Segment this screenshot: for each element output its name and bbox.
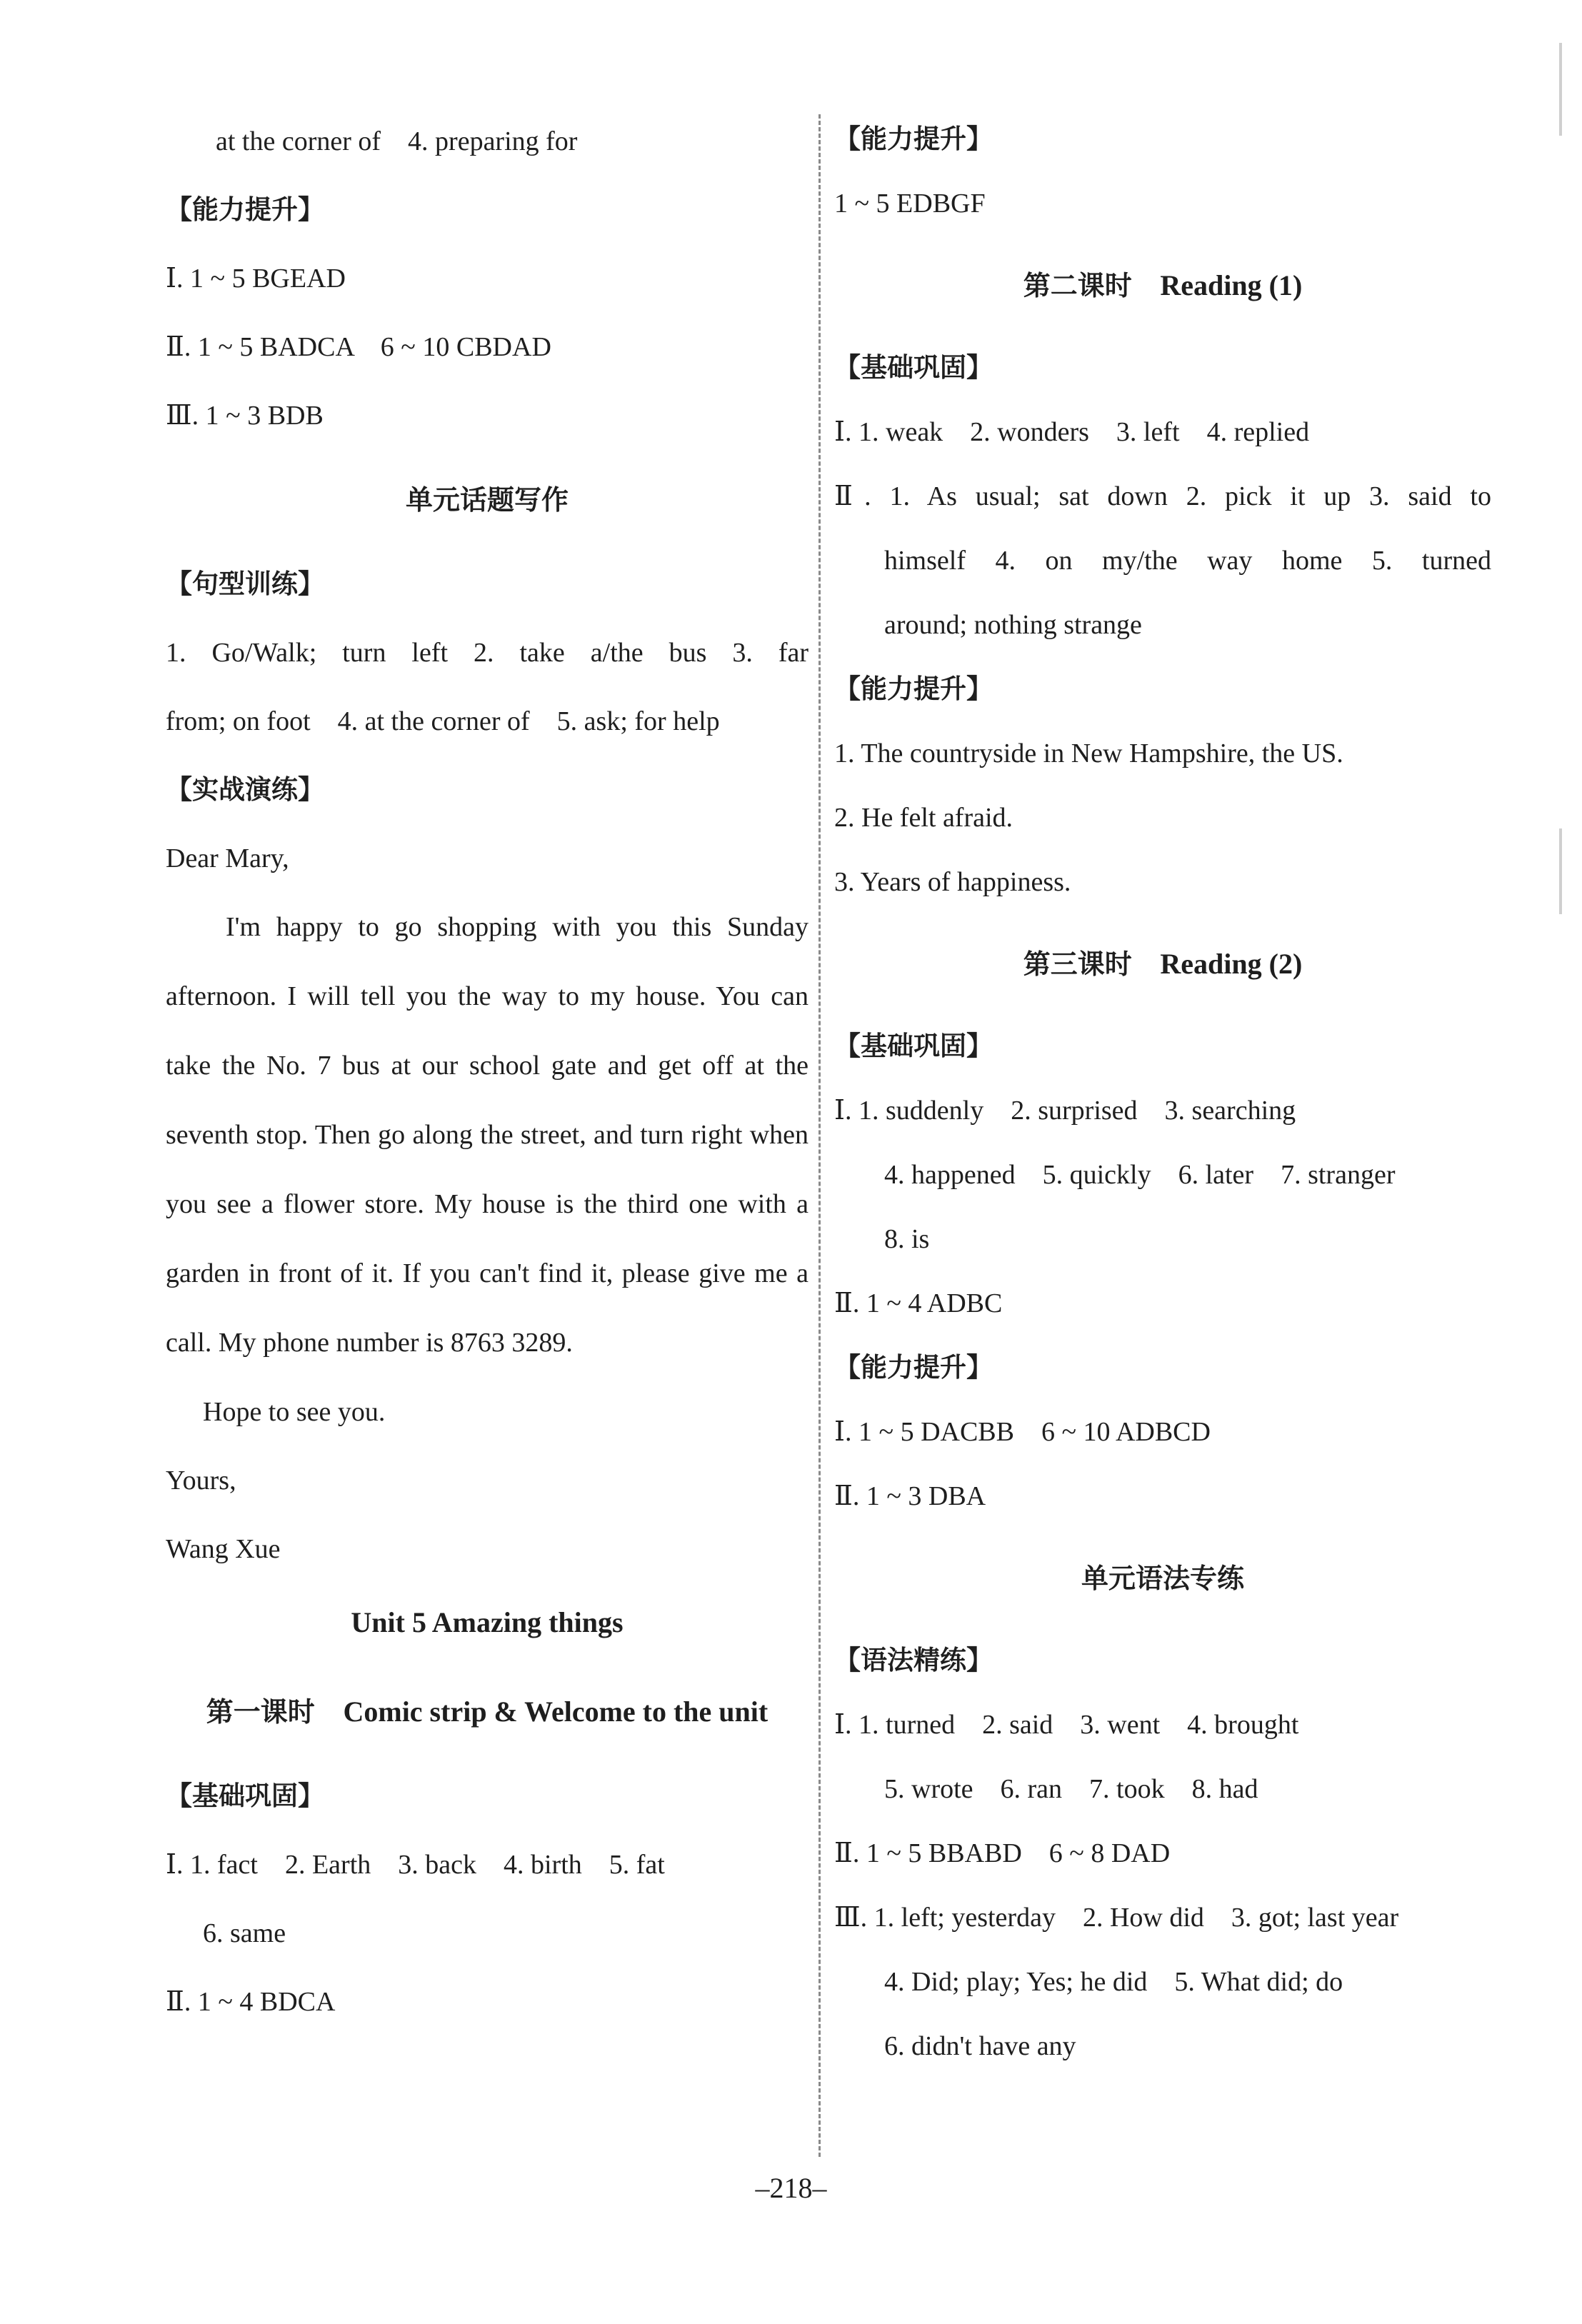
answer-line: 8. is	[884, 1224, 930, 1254]
answer-line: 1. Go/Walk; turn left 2. take a/the bus 3. far	[166, 638, 808, 668]
lesson-title-en: Comic strip & Welcome to the unit	[343, 1696, 769, 1728]
section-heading: 【实战演练】	[166, 774, 324, 805]
answer-line: Ⅱ. 1 ~ 4 BDCA	[166, 1987, 336, 2017]
section-heading: 【基础巩固】	[834, 352, 993, 383]
answer-line: himself 4. on my/the way home 5. turned	[884, 546, 1491, 576]
lesson-title-cn: 第三课时	[1023, 948, 1132, 980]
letter-greeting: Dear Mary,	[166, 843, 289, 873]
letter-closing: Hope to see you.	[203, 1397, 386, 1427]
answer-line: from; on foot 4. at the corner of 5. ask; for help	[166, 706, 720, 736]
lesson-title	[166, 1662, 808, 1762]
answer-line: Ⅱ. 1 ~ 5 BADCA 6 ~ 10 CBDAD	[166, 332, 551, 362]
answer-line: Ⅲ. 1 ~ 3 BDB	[166, 401, 324, 431]
lesson-title-cn: 第二课时	[1023, 270, 1132, 301]
answer-line: 6. same	[203, 1918, 286, 1948]
section-title: 单元话题写作	[405, 484, 569, 516]
answer-line: Ⅲ. 1. left; yesterday 2. How did 3. got; last year	[834, 1903, 1399, 1933]
section-heading: 【能力提升】	[166, 194, 324, 225]
answer-line: 4. happened 5. quickly 6. later 7. stranger	[884, 1160, 1396, 1190]
answer-line: 1. The countryside in New Hampshire, the US.	[834, 738, 1343, 768]
lesson-title-en: Reading (2)	[1160, 948, 1303, 980]
answer-line: 4. Did; play; Yes; he did 5. What did; do	[884, 1967, 1343, 1997]
page-edge-mark	[1559, 43, 1562, 136]
answer-line: Ⅰ. 1. fact 2. Earth 3. back 4. birth 5. fat	[166, 1850, 665, 1880]
answer-line: Ⅰ. 1 ~ 5 BGEAD	[166, 264, 346, 294]
answer-line: Ⅰ. 1 ~ 5 DACBB 6 ~ 10 ADBCD	[834, 1417, 1211, 1447]
section-heading: 【能力提升】	[834, 124, 993, 154]
answer-line: Ⅱ. 1 ~ 4 ADBC	[834, 1288, 1003, 1318]
section-heading: 【句型训练】	[166, 569, 324, 599]
section-heading: 【基础巩固】	[834, 1031, 993, 1061]
letter-signature: Wang Xue	[166, 1534, 281, 1564]
section-heading: 【能力提升】	[834, 673, 993, 704]
answer-line: Ⅰ. 1. weak 2. wonders 3. left 4. replied	[834, 417, 1310, 447]
answer-line: at the corner of 4. preparing for	[216, 126, 578, 156]
answer-line: 1 ~ 5 EDBGF	[834, 189, 986, 219]
section-heading: 【能力提升】	[834, 1352, 993, 1383]
right-column	[834, 107, 1491, 2078]
answer-line: Ⅱ. 1 ~ 3 DBA	[834, 1481, 986, 1511]
answer-line: 6. didn't have any	[884, 2031, 1076, 2061]
letter-closing: Yours,	[166, 1466, 236, 1496]
lesson-title-cn: 第一课时	[206, 1696, 315, 1728]
section-heading: 【基础巩固】	[166, 1780, 324, 1811]
lesson-title	[834, 914, 1491, 1014]
page-edge-mark	[1559, 828, 1562, 914]
answer-line: 2. He felt afraid.	[834, 803, 1013, 833]
section-heading: 【语法精练】	[834, 1645, 993, 1676]
column-divider	[818, 114, 821, 2157]
answer-line: 5. wrote 6. ran 7. took 8. had	[884, 1774, 1258, 1804]
letter-body: I'm happy to go shopping with you this Sunday afternoon. I will tell you the way to my house. You can take the No. 7 bus at our school gate and get off at the seventh stop. Then go along the street, and turn right when you see a flower store. My house is the third one with a garden in front of it. If you can't find it, please give me a call. My phone number is 8763 3289.	[166, 912, 808, 1358]
section-title: 单元语法专练	[1081, 1563, 1244, 1594]
answer-line: Ⅱ. 1 ~ 5 BBABD 6 ~ 8 DAD	[834, 1838, 1171, 1868]
left-column	[166, 107, 808, 2036]
page-number: –218–	[755, 2172, 827, 2204]
lesson-title	[834, 236, 1491, 336]
answer-line: Ⅰ. 1. suddenly 2. surprised 3. searching	[834, 1096, 1296, 1126]
answer-line: 3. Years of happiness.	[834, 867, 1071, 897]
unit-title: Unit 5 Amazing things	[351, 1606, 624, 1638]
lesson-title-en: Reading (1)	[1160, 269, 1303, 301]
answer-line: Ⅱ. 1. As usual; sat down 2. pick it up 3. said to	[834, 481, 1491, 511]
answer-line: Ⅰ. 1. turned 2. said 3. went 4. brought	[834, 1710, 1299, 1740]
answer-line: around; nothing strange	[884, 610, 1142, 640]
